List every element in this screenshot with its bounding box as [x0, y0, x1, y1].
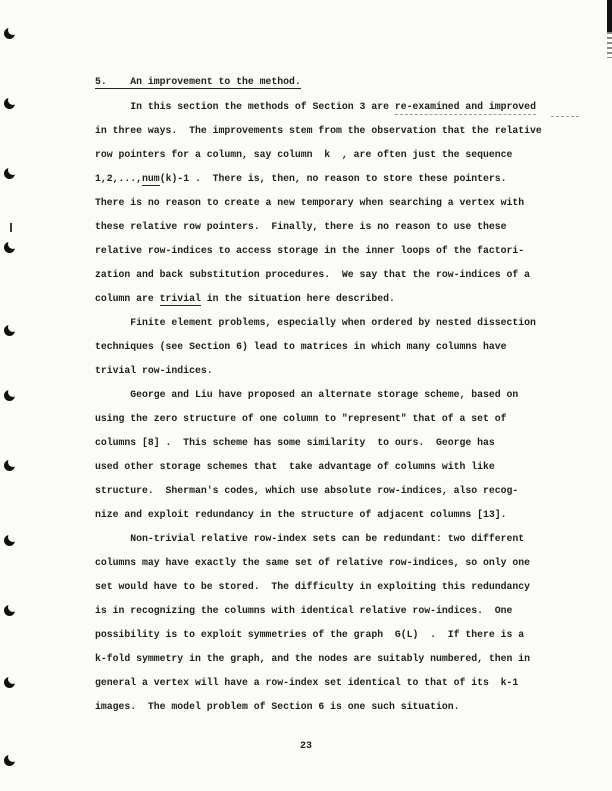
underlined-text: 5. An improvement to the method. — [95, 76, 301, 87]
text-segment: column are — [95, 293, 160, 304]
text-line — [95, 647, 565, 671]
text-line — [95, 119, 565, 143]
binding-hole-mark — [4, 534, 16, 547]
text-segment: set would have to be stored. The difficulty in exploiting this redundancy — [95, 581, 531, 592]
section-heading — [95, 70, 565, 94]
text-segment: in three ways. The improvements stem from the observation that the relative — [95, 125, 542, 136]
text-segment: is in recognizing the columns with identical relative row-indices. One — [95, 605, 513, 616]
text-line — [95, 431, 565, 455]
text-segment: possibility is to exploit symmetries of the graph G(L) . If there is a — [95, 629, 525, 640]
text-line — [95, 671, 565, 695]
binding-hole-mark — [4, 459, 16, 472]
text-segment: trivial row-indices. — [95, 365, 213, 376]
text-segment: Non-trivial relative row-index sets can be redundant: two different — [95, 533, 525, 544]
text-segment: techniques (see Section 6) lead to matrices in which many columns have — [95, 341, 507, 352]
text-segment: Finite element problems, especially when ordered by nested dissection — [95, 317, 536, 328]
text-segment: George and Liu have proposed an alternate storage scheme, based on — [95, 389, 519, 400]
text-line — [95, 503, 565, 527]
scan-edge-artifact — [607, 0, 612, 32]
text-segment: structure. Sherman's codes, which use absolute row-indices, also recog- — [95, 485, 519, 496]
text-segment: relative row-indices to access storage in the inner loops of the factori- — [95, 245, 525, 256]
text-line — [95, 383, 565, 407]
text-segment: these relative row pointers. Finally, there is no reason to use these — [95, 221, 507, 232]
text-segment: columns [8] . This scheme has some similarity to ours. George has — [95, 437, 495, 448]
binding-hole-mark — [4, 676, 16, 689]
text-segment: row pointers for a column, say column k , are often just the sequence — [95, 149, 513, 160]
binding-hole-mark — [4, 604, 16, 617]
text-line — [95, 551, 565, 575]
text-line — [95, 143, 565, 167]
text-line — [95, 623, 565, 647]
text-line — [95, 599, 565, 623]
page-number: 23 — [299, 741, 312, 752]
text-line — [95, 167, 565, 191]
underlined-text: trivial — [159, 293, 201, 304]
binding-hole-mark — [4, 167, 16, 180]
text-segment: nize and exploit redundancy in the structure of adjacent columns [13]. — [95, 509, 507, 520]
text-line — [95, 575, 565, 599]
text-line — [95, 455, 565, 479]
text-segment: using the zero structure of one column to "represent" that of a set of — [95, 413, 507, 424]
text-line — [95, 287, 565, 311]
text-line — [95, 335, 565, 359]
text-segment: columns may have exactly the same set of relative row-indices, so only one — [95, 557, 531, 568]
text-segment: zation and back substitution procedures. We say that the row-indices of a — [95, 269, 531, 280]
text-segment: In this section the methods of Section 3 are — [95, 101, 395, 112]
text-line — [95, 359, 565, 383]
binding-hole-mark — [4, 324, 16, 337]
text-line — [95, 95, 565, 119]
underlined-text: re-examined and improved — [395, 101, 536, 115]
scan-edge-artifact-fade — [607, 32, 612, 58]
pencil-underline-extension — [551, 116, 579, 117]
binding-hole-mark — [4, 241, 16, 254]
text-segment: general a vertex will have a row-index set identical to that of its k-1 — [95, 677, 519, 688]
text-segment: in the situation here described. — [200, 293, 395, 304]
text-segment: used other storage schemes that take advantage of columns with like — [95, 461, 495, 472]
text-segment: k-fold symmetry in the graph, and the nodes are suitably numbered, then in — [95, 653, 531, 664]
text-line — [95, 527, 565, 551]
text-line — [95, 263, 565, 287]
text-line — [95, 311, 565, 335]
binding-hole-mark — [4, 27, 16, 40]
text-segment: images. The model problem of Section 6 is one such situation. — [95, 701, 460, 712]
text-line — [95, 191, 565, 215]
text-line — [95, 479, 565, 503]
text-line — [95, 407, 565, 431]
text-line — [95, 695, 565, 719]
text-line — [95, 215, 565, 239]
text-segment: 1,2,..., — [95, 173, 143, 184]
typewritten-text — [95, 70, 565, 719]
binding-hole-mark — [4, 97, 16, 110]
text-line — [95, 239, 565, 263]
underlined-text: num — [142, 173, 160, 184]
margin-tick-mark — [10, 223, 12, 232]
text-segment: There is no reason to create a new temporary when searching a vertex with — [95, 197, 525, 208]
binding-hole-mark — [4, 389, 16, 402]
text-segment: (k)-1 . There is, then, no reason to store these pointers. — [159, 173, 507, 184]
